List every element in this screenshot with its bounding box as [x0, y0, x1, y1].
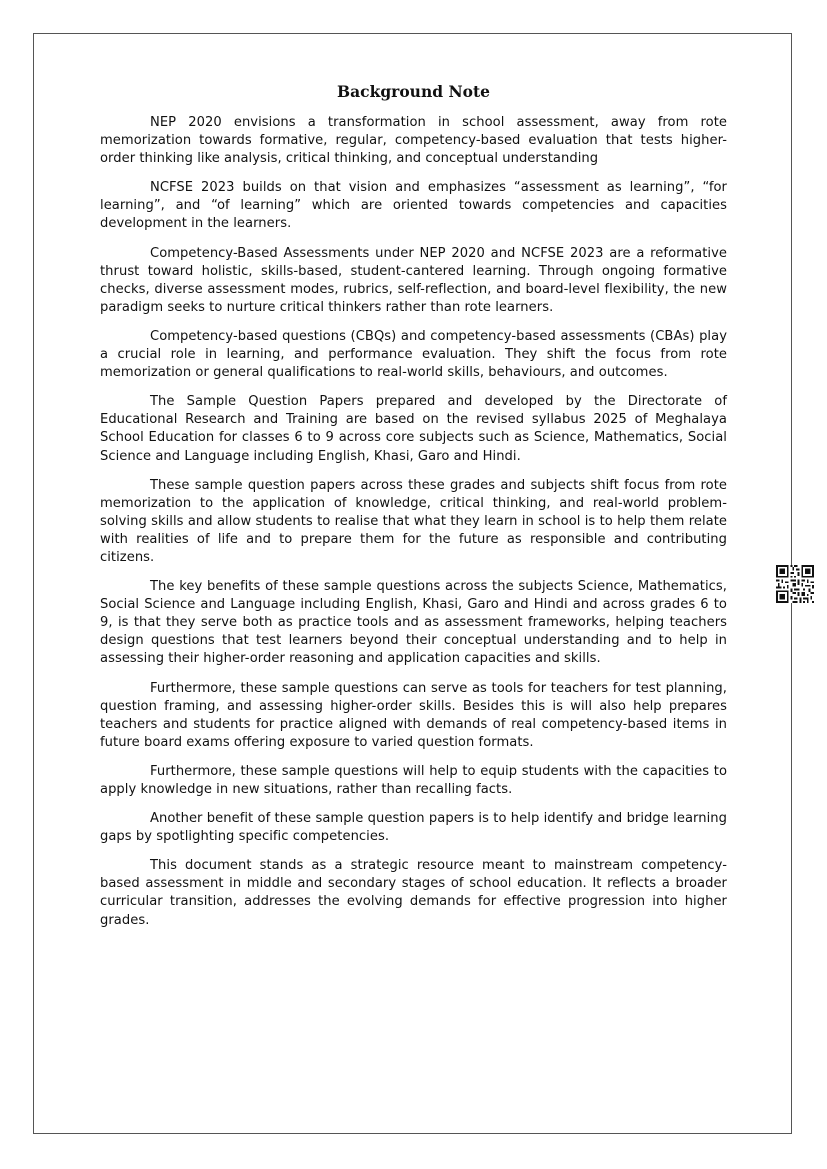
paragraph-sample-question-papers: The Sample Question Papers prepared and developed by the Directorate of Educational Research and Training are based on the revised syllabus 2025 of Meghalaya School Education for classes 6 to 9 across core subjects such as Science, Mathematics, Social Science and Language including English, Khasi, Garo and Hindi. — [100, 394, 727, 464]
paragraph-teacher-tools: Furthermore, these sample questions can serve as tools for teachers for test planning, question framing, and assessing higher-order skills. Besides this is will also help prepares teachers and students for practice aligned with demands of real competency-based items in future board exams offering exposure to varied question formats. — [100, 680, 727, 750]
paragraph-learning-gaps: Another benefit of these sample question papers is to help identify and bridge learning gaps by spotlighting specific competencies. — [100, 811, 727, 845]
paragraph-cbqs-cbas: Competency-based questions (CBQs) and competency-based assessments (CBAs) play a crucial role in learning, and performance evaluation. They shift the focus from rote memorization or general qualifications to real-world skills, behaviours, and outcomes. — [100, 328, 727, 381]
page-title: Background Note — [337, 82, 490, 101]
paragraph-ncfse-2023: NCFSE 2023 builds on that vision and emphasizes “assessment as learning”, “for learning”, and “of learning” which are oriented towards competencies and capacities development in the learners. — [100, 180, 727, 232]
qr-code-icon — [776, 565, 814, 603]
paragraph-strategic-resource: This document stands as a strategic resource meant to mainstream competency-based assessment in middle and secondary stages of school education. It reflects a broader curricular transition, addresses the evolving demands for effective progression into higher grades. — [100, 858, 727, 928]
paragraph-shift-focus: These sample question papers across these grades and subjects shift focus from rote memorization to the application of knowledge, critical thinking, and real-world problem-solving skills and allow students to realise that what they learn in school is to help them relate with realities of life and to prepare them for the future as responsible and contributing citizens. — [100, 477, 727, 565]
paragraph-nep-2020: NEP 2020 envisions a transformation in school assessment, away from rote memorization towards formative, regular, competency-based evaluation that tests higher-order thinking like analysis, critical thinking, and conceptual understanding — [100, 115, 727, 167]
document-body — [100, 114, 727, 941]
paragraph-competency-based-assessments: Competency-Based Assessments under NEP 2020 and NCFSE 2023 are a reformative thrust toward holistic, skills-based, student-cantered learning. Through ongoing formative checks, diverse assessment modes, rubrics, self-reflection, and board-level flexibility, the new paradigm seeks to nurture critical thinkers rather than rote learners. — [100, 245, 727, 315]
paragraph-key-benefits: The key benefits of these sample questions across the subjects Science, Mathematics, Social Science and Language including English, Khasi, Garo and Hindi and across grades 6 to 9, is that they serve both as practice tools and as assessment frameworks, helping teachers design questions that test learners beyond their conceptual understanding and to help in assessing their higher-order reasoning and application capacities and skills. — [100, 579, 727, 667]
paragraph-equip-students: Furthermore, these sample questions will help to equip students with the capacities to apply knowledge in new situations, rather than recalling facts. — [100, 763, 727, 797]
